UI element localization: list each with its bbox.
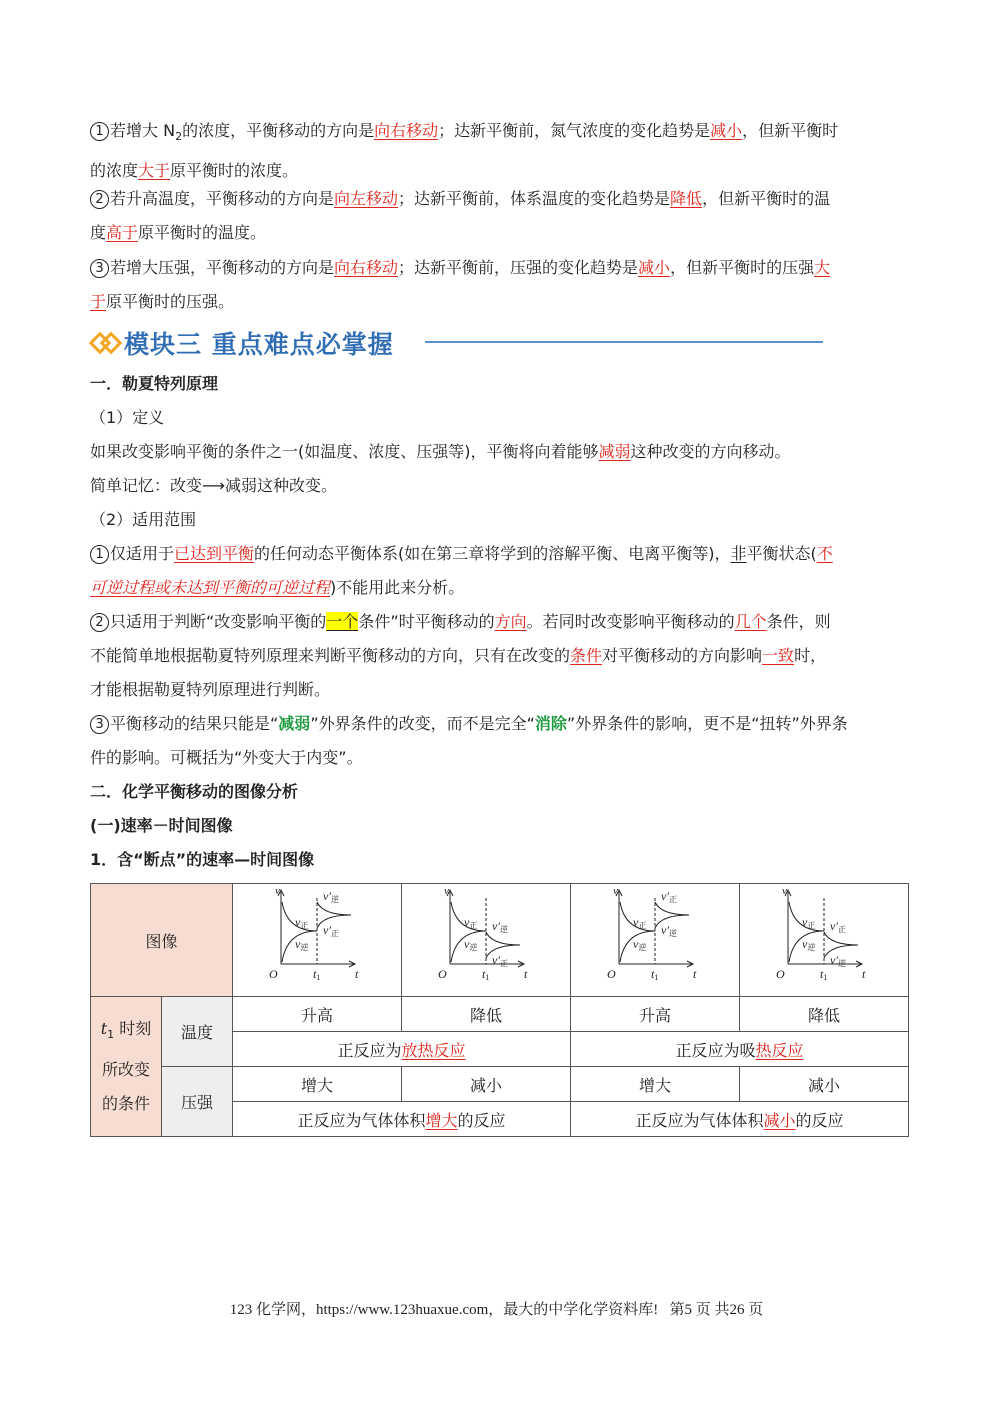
v-ni-label: v逆 [633, 937, 647, 952]
v-prime-label: v′逆 [492, 919, 508, 934]
answer: 高于 [106, 223, 139, 242]
module-heading [90, 323, 394, 363]
v-prime-label: v′逆 [323, 889, 339, 904]
temp-value: 升高 [233, 997, 402, 1032]
page-number: 第5 页 共26 页 [669, 1302, 764, 1318]
circled-number: 3 [90, 715, 109, 734]
t-axis-label: t [693, 967, 697, 981]
image-header-cell: 图像 [91, 884, 233, 997]
answer: 可逆过程或未达到平衡的 [90, 578, 267, 597]
t-axis-label: t [862, 967, 866, 981]
temp-note: 正反应为吸热反应 [571, 1032, 909, 1067]
module-divider [425, 341, 823, 343]
rate-time-graph [571, 884, 739, 992]
v-ni-label: v逆 [464, 937, 478, 952]
v-prime-label: v′正 [323, 923, 339, 938]
press-value: 减小 [402, 1067, 571, 1102]
footer-text: 123 化学网，https://www.123huaxue.com，最大的中学化学资料库! [229, 1302, 659, 1318]
answer: 不 [816, 544, 833, 563]
graph-cell [402, 884, 571, 997]
answer: 减小 [710, 121, 743, 140]
graph-cell [740, 884, 909, 997]
section-heading: 一．勒夏特列原理 [90, 374, 219, 393]
origin-label: O [607, 967, 616, 981]
pressure-label: 压强 [162, 1067, 233, 1137]
circled-number: 2 [90, 190, 109, 209]
v-zheng-label: v正 [633, 915, 647, 930]
graph-cell [571, 884, 740, 997]
rate-time-graph [402, 884, 570, 992]
subheading: (一)速率－时间图像 [90, 816, 233, 835]
circled-number: 2 [90, 613, 109, 632]
section-heading: 二．化学平衡移动的图像分析 [90, 782, 299, 801]
definition: 如果改变影响平衡的条件之一(如温度、浓度、压强等)，平衡将向着能够减弱这种改变的方向移动。 [90, 442, 791, 461]
answer: 一致 [762, 646, 795, 665]
circled-number: 3 [90, 259, 109, 278]
condition-header-cell: $t_1$ 时刻 所改变 的条件 [91, 997, 162, 1137]
v-axis-label: v [444, 885, 449, 897]
press-value: 增大 [571, 1067, 740, 1102]
highlight: 一个 [326, 612, 359, 631]
emphasis: 减弱 [278, 714, 311, 733]
press-value: 增大 [233, 1067, 402, 1102]
rate-time-graph [740, 884, 908, 992]
emphasis: 消除 [534, 714, 567, 733]
memo: 简单记忆：改变⟶减弱这种改变。 [90, 476, 337, 495]
v-zheng-label: v正 [464, 915, 478, 930]
t1-label: t1 [820, 967, 828, 982]
circled-number: 1 [90, 545, 109, 564]
t1-label: t1 [313, 967, 321, 982]
scope-point-3: 3 平衡移动的结果只能是“减弱”外界条件的改变，而不是完全“消除”外界条件的影响，更不是“扭转”外界条 件的影响。可概括为“外变大于内变”。 [90, 714, 848, 767]
press-note: 正反应为气体体积减小的反应 [571, 1102, 909, 1137]
temp-value: 降低 [402, 997, 571, 1032]
double-diamond-icon [90, 331, 122, 355]
answer: 条件 [570, 646, 603, 665]
rate-time-graph [233, 884, 401, 992]
answer: 方向 [494, 612, 527, 631]
t1-label: t1 [482, 967, 490, 982]
answer: 向左移动 [334, 189, 399, 208]
temperature-label: 温度 [162, 997, 233, 1067]
answer: 大于 [138, 161, 171, 181]
subheading: 1．含“断点”的速率—时间图像 [90, 850, 315, 869]
press-note: 正反应为气体体积增大的反应 [233, 1102, 571, 1137]
question-1: 1 若增大 $N_2$的浓度，平衡移动的方向是向右移动；达新平衡前，氮气浓度的变化趋势是减小，但新平衡时 的浓度大于原平衡时的浓度。 [90, 121, 839, 181]
v-ni-label: v逆 [802, 937, 816, 952]
temp-note: 正反应为放热反应 [233, 1032, 571, 1067]
answer: 减弱 [598, 442, 631, 461]
temp-value: 降低 [740, 997, 909, 1032]
circled-number: 1 [90, 122, 109, 141]
origin-label: O [269, 967, 278, 981]
answer: 向右移动 [374, 121, 439, 140]
v-prime-label: v′正 [830, 919, 846, 934]
answer: 可逆过程 [266, 578, 331, 597]
v-axis-label: v [613, 885, 618, 897]
press-value: 减小 [740, 1067, 909, 1102]
origin-label: O [776, 967, 785, 981]
v-zheng-label: v正 [295, 915, 309, 930]
v-prime-label: v′逆 [830, 953, 846, 968]
page-footer [0, 1298, 993, 1319]
answer: 减小 [638, 258, 671, 277]
t-axis-label: t [355, 967, 359, 981]
rate-time-table [90, 883, 909, 1137]
v-zheng-label: v正 [802, 915, 816, 930]
t1-label: t1 [651, 967, 659, 982]
v-axis-label: v [782, 885, 787, 897]
v-prime-label: v′正 [661, 889, 677, 904]
v-ni-label: v逆 [295, 937, 309, 952]
subheading: （1）定义 [90, 408, 165, 427]
graph-cell [233, 884, 402, 997]
scope-point-1: 1 仅适用于已达到平衡的任何动态平衡体系(如在第三章将学到的溶解平衡、电离平衡等)，非平衡状态(不 可逆过程或未达到平衡的可逆过程)不能用此来分析。 [90, 544, 833, 597]
answer: 几个 [734, 612, 767, 631]
module-title: 模块三 重点难点必掌握 [124, 330, 394, 359]
v-prime-label: v′正 [492, 953, 508, 968]
scope-point-2: 2 只适用于判断“改变影响平衡的一个条件”时平衡移动的方向。若同时改变影响平衡移动的几个条件，则 不能简单地根据勒夏特列原理来判断平衡移动的方向，只有在改变的条件对平衡移动的方向影响一致时， 才能根据勒夏特列原理进行判断。 [90, 612, 831, 699]
t-axis-label: t [524, 967, 528, 981]
question-3: 3 若增大压强，平衡移动的方向是向右移动；达新平衡前，压强的变化趋势是减小，但新平衡时的压强大 于原平衡时的压强。 [90, 258, 831, 311]
answer: 已达到平衡 [174, 544, 255, 563]
answer: 大 [814, 258, 831, 277]
v-prime-label: v′逆 [661, 923, 677, 938]
v-axis-label: v [275, 885, 280, 897]
answer: 向右移动 [334, 258, 399, 277]
answer: 降低 [670, 189, 703, 208]
origin-label: O [438, 967, 447, 981]
subheading: （2）适用范围 [90, 510, 197, 529]
temp-value: 升高 [571, 997, 740, 1032]
answer: 于 [90, 292, 107, 311]
question-2: 2 若升高温度，平衡移动的方向是向左移动；达新平衡前，体系温度的变化趋势是降低，但新平衡时的温 度高于原平衡时的温度。 [90, 189, 831, 242]
